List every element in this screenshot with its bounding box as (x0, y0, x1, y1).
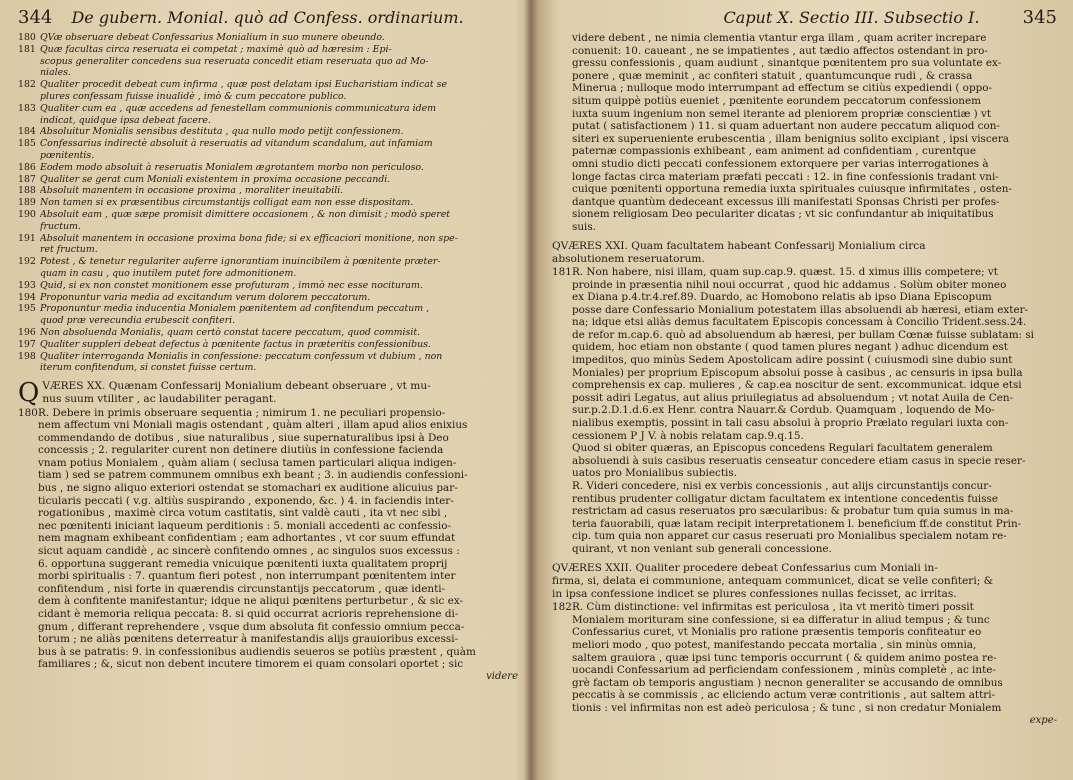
text-line (552, 442, 1057, 455)
index-entry (18, 185, 518, 197)
index-text: ret fructum. (40, 244, 98, 256)
text-line (18, 633, 518, 646)
line-text: grè factam ob temporis angustiam ) necnon generaliter se accusando de omnibus (572, 676, 1003, 689)
right-page (552, 6, 1057, 776)
line-text: cidant è memoria reliqua peccata: 8. si quid occurrat acrioris reprehensione di- (38, 608, 459, 621)
index-number: 185 (18, 138, 36, 150)
index-text: plures confessam fuisse inualidè , imò & cum peccatore publico. (40, 90, 347, 102)
right-page-header (552, 6, 1057, 32)
line-text: 6. opportuna suggerant remedia vnicuique pœnitenti iuxta qualitatem proprij (38, 557, 448, 570)
line-text: vnam potius Monialem , quàm aliam ( seclusa tamen particulari aliqua indigen- (38, 456, 457, 469)
line-text: quidem, hoc etiam non obstante ( quod tamen plures negant ) adhuc dicendum est (572, 341, 1008, 354)
text-line (552, 82, 1057, 95)
question-heading (552, 240, 1057, 266)
question-line: QVÆRES XXI. Quam facultatem habeant Confessarij Monialium circa (552, 239, 926, 252)
line-text: torum ; ne aliàs pœnitens deterreatur à manifestandis alijs grauioribus excessi- (38, 633, 459, 646)
text-line (18, 608, 518, 621)
text-line (552, 145, 1057, 158)
text-line (552, 304, 1057, 317)
index-entry (18, 221, 518, 233)
text-line (18, 595, 518, 608)
line-text: teria fauorabili, quæ latam recipit interpretationem l. beneficium ff.de constitut Prin- (572, 517, 1022, 530)
index-text: Confessarius indirectè absoluit à reseruatis ad vitandum scandalum, aut infamiam (40, 138, 433, 150)
paragraph-number: 180 (18, 406, 38, 419)
index-number: 191 (18, 232, 36, 244)
left-page-header (18, 6, 518, 32)
text-line (552, 530, 1057, 543)
index-entry (18, 197, 518, 209)
question-heading (552, 562, 1057, 602)
index-text: quam in casu , quo inutilem putet fore admonitionem. (40, 267, 297, 279)
text-line (18, 558, 518, 571)
text-line (552, 518, 1057, 531)
line-text: uatos pro Monialibus subiectis. (572, 467, 737, 480)
index-number: 184 (18, 126, 36, 138)
index-entry (18, 209, 518, 221)
line-text: familiares ; &, sicut non debent incutere timorem ei quam consolari oportet ; sic (38, 658, 464, 671)
text-line (552, 329, 1057, 342)
catchword: expe- (1029, 714, 1057, 726)
index-entry (18, 268, 518, 280)
line-text: saltem grauiora , quæ ipsi tunc temporis occurrunt ( & quidem animo postea re- (572, 651, 997, 664)
index-entry (18, 292, 518, 304)
index-text: Qualiter cum ea , quæ accedens ad fenestellam communionis communicatura idem (40, 102, 437, 114)
index-text: Quæ facultas circa reseruata ei competat ; maximè quò ad hæresim : Epi- (40, 43, 392, 55)
question-line: VÆRES XX. Quænam Confessarij Monialium debeant obseruare , vt mu- (42, 380, 431, 393)
line-text: peccatis à se commissis , ac eliciendo actum veræ contritionis , aut saltem attri- (572, 689, 996, 702)
text-line (18, 495, 518, 508)
line-text: tiam ) sed se patrem communem omnibus exh beant ; 3. in audiendis confessioni- (38, 469, 468, 482)
text-line (552, 266, 1057, 279)
line-text: Moniales) per proprium Episcopum absolui posse à casibus , ac censuris in ipsa bulla (572, 366, 1023, 379)
index-number (18, 115, 40, 127)
text-line (18, 520, 518, 533)
line-text: siteri ex superueniente erubescentia , illam benignius solito excipiant , ipsi viscera (572, 132, 1009, 145)
index-number: 180 (18, 32, 36, 43)
index-text: Qualiter se gerat cum Moniali existentem in proxima occasione peccandi. (40, 173, 391, 185)
index-text: Quid, si ex non constet monitionem esse profuturam , immò nec esse nocituram. (40, 279, 423, 291)
text-line (18, 432, 518, 445)
line-text: R. Debere in primis obseruare sequentia ; nimirum 1. ne peculiari propensio- (38, 406, 446, 419)
line-text: dantque quantùm dedeceant excessus illi manifestati Sponsas Christi per profes- (572, 195, 1000, 208)
index-text: niales. (40, 67, 71, 79)
text-line (552, 171, 1057, 184)
text-line (552, 404, 1057, 417)
line-text: Confessarius curet, vt Monialis pro ratione præsentis temporis confiteatur eo (572, 626, 982, 639)
text-line (552, 221, 1057, 234)
text-line (18, 457, 518, 470)
text-line (552, 183, 1057, 196)
text-line (552, 279, 1057, 292)
text-line (18, 482, 518, 495)
line-text: conuenit: 10. caueant , ne se impatientes , aut tædio affectos ostendant in pro- (572, 44, 988, 57)
index-text: iterum confitendum, si constet fuisse certum. (40, 362, 257, 374)
text-line (552, 120, 1057, 133)
line-text: Monialem morituram sine confessione, si ea differatur in aliud tempus ; & tunc (572, 613, 990, 626)
index-text: Absoluitur Monialis sensibus destituta , qua nullo modo petijt confessionem. (40, 126, 404, 138)
text-line (552, 379, 1057, 392)
text-line (552, 689, 1057, 702)
index-text: Qualiter interroganda Monialis in confessione: peccatum confessum vt dubium , non (40, 350, 443, 362)
index-number (18, 268, 40, 280)
index-number (18, 150, 40, 162)
index-number: 197 (18, 338, 36, 350)
index-text: QVæ obseruare debeat Confessarius Monialium in suo munere obeundo. (40, 32, 385, 43)
line-text: tionis : vel infirmitas non est adeò periculosa ; & tunc , si non credatur Monialem (572, 701, 1002, 714)
index-number: 182 (18, 79, 36, 91)
book-gutter (524, 0, 538, 780)
index-entry (18, 126, 518, 138)
index-number: 196 (18, 326, 36, 338)
line-text: cessionem P J V. à nobis relatam cap.9.q.15. (572, 429, 804, 442)
line-text: rentibus prudenter colligatur dictam facultatem ex intentione concedentis fuisse (572, 492, 999, 505)
index-number (18, 244, 40, 256)
index-number: 192 (18, 256, 36, 268)
index-entry (18, 79, 518, 91)
line-text: bus à se patratis: 9. in confessionibus audiendis seueros se potiùs præstent , quàm (38, 645, 476, 658)
line-text: omni studio dicti peccati confessionem extorquere per varias interrogationes à (572, 157, 989, 170)
index-text: Non absoluenda Monialis, quam certò constat tacere peccatum, quod commisit. (40, 326, 421, 338)
index-entry (18, 280, 518, 292)
line-text: longe factas circa materiam præfati peccati : 12. in fine confessionis tradant vni- (572, 170, 999, 183)
chapter-index (18, 32, 518, 374)
text-line (18, 532, 518, 545)
line-text: bus , ne signo aliquo exteriori ostendat se stomachari ex auditione alicuius par- (38, 482, 458, 495)
left-page (18, 6, 518, 776)
text-line (552, 158, 1057, 171)
index-entry (18, 174, 518, 186)
line-text: restrictam ad casus reseruatos pro sæcularibus: & probatur tum quia sumus in ma- (572, 505, 1014, 518)
line-text: confitendum , nisi forte in quærendis circunstantijs peccatorum , quæ identi- (38, 582, 446, 595)
line-text: comprehensis ex cap. mulieres , & cap.ea noscitur de sent. excommunicat. idque etsi (572, 379, 1022, 392)
index-number: 183 (18, 102, 36, 114)
line-text: suis. (572, 220, 596, 233)
text-line (552, 45, 1057, 58)
line-text: R. Non habere, nisi illam, quam sup.cap.9. quæst. 15. d ximus illis competere; vt (572, 265, 998, 278)
index-text: Absoluit manentem in occasione proxima bona fide; si ex efficaciori monitione, non spe- (40, 232, 458, 244)
line-text: uocandi Confessarium ad perficiendam confessionem , minùs completè , ac inte- (572, 664, 996, 677)
text-line (552, 543, 1057, 556)
index-text: quod præ verecundia erubescit confiteri. (40, 315, 236, 327)
running-title: De gubern. Monial. quò ad Confess. ordinarium. (71, 8, 464, 27)
line-text: R. Videri concedere, nisi ex verbis concessionis , aut alijs circunstantijs concur- (572, 480, 992, 492)
text-line (552, 702, 1057, 715)
index-text: fructum. (40, 220, 81, 232)
text-line (552, 614, 1057, 627)
question-heading (18, 378, 518, 409)
index-entry (18, 44, 518, 56)
text-line (552, 208, 1057, 221)
index-entry (18, 351, 518, 363)
text-line (552, 32, 1057, 45)
paragraph-number: 182 (552, 601, 572, 614)
line-text: ponere , quæ meminit , ac confiteri statuit , quantumcunque rudi , & crassa (572, 69, 973, 82)
index-entry (18, 362, 518, 374)
index-entry (18, 233, 518, 245)
line-text: sur.p.2.D.1.d.6.ex Henr. contra Nauarr.& Cordub. Quamquam , loquendo de Mo- (572, 404, 995, 417)
line-text: nem affectum vni Moniali magis ostendant , quàm alteri , illam apud alios enixius (38, 419, 468, 432)
index-text: Potest , & tenetur regulariter auferre ignorantiam inuincibilem à pœnitente præter- (40, 256, 441, 268)
text-line (18, 507, 518, 520)
text-line (552, 133, 1057, 146)
text-line (18, 469, 518, 482)
index-number: 194 (18, 291, 36, 303)
text-line (552, 505, 1057, 518)
index-number (18, 91, 40, 103)
index-number: 186 (18, 161, 36, 173)
drop-initial: Q (18, 378, 40, 409)
body-text (552, 266, 1057, 556)
text-line (552, 480, 1057, 493)
question-line: QVÆRES XXII. Qualiter procedere debeat Confessarius cum Moniali in- (552, 561, 938, 574)
text-line (552, 430, 1057, 443)
paragraph-number: 181 (552, 265, 572, 278)
text-line (552, 57, 1057, 70)
question-line: firma, si, delata ei communione, antequam communicet, dicat se velle confiteri; & (552, 574, 994, 587)
line-text: iuxta suum ingenium non semel iterante ad pleniorem propriæ conscientiæ ) vt (572, 107, 992, 120)
line-text: na; idque etsi aliàs demus facultatem Episcopis concessam à Concilio Trident.sess.24. (572, 316, 1027, 329)
text-line (552, 196, 1057, 209)
index-text: Absoluit eam , quæ sæpe promisit dimittere occasionem , & non dimisit ; modò speret (40, 208, 451, 220)
text-line (18, 658, 518, 671)
index-entry (18, 303, 518, 315)
text-line (552, 354, 1057, 367)
text-line (18, 444, 518, 457)
text-line (18, 419, 518, 432)
line-text: gnum , differant reprehendere , vsque dum absoluta fit confessio omnium pecca- (38, 620, 465, 633)
page-number: 344 (18, 7, 53, 28)
body-text (552, 601, 1057, 714)
index-entry (18, 91, 518, 103)
index-number: 198 (18, 350, 36, 362)
index-entry (18, 150, 518, 162)
line-text: paternæ compassionis exhibeant , eam animent ad confidentiam , curentque (572, 145, 977, 158)
index-text: Proponuntur media inducentia Monialem pœnitentem ad confitendum peccatum , (40, 303, 430, 315)
line-text: nec pœnitenti iniciant laqueum perditionis : 5. moniali accedenti ac confessio- (38, 519, 451, 532)
line-text: impeditos, quo minùs Sedem Apostolicam adire possint ( cuiusmodi sine dubio sunt (572, 354, 1013, 367)
text-line (552, 316, 1057, 329)
line-text: commendando de dotibus , siue naturalibus , siue supernaturalibus ipsi à Deo (38, 431, 449, 444)
text-line (18, 646, 518, 659)
line-text: sicut aquam candidè , ac sincerè confitendo omnes , ac singulos suos excessus : (38, 545, 460, 558)
index-number: 181 (18, 43, 36, 55)
index-entry (18, 138, 518, 150)
text-line (552, 664, 1057, 677)
text-line (18, 545, 518, 558)
index-text: Qualiter suppleri debeat defectus à pœnitente factus in præteritis confessionibus. (40, 338, 431, 350)
index-text: scopus generaliter concedens sua reseruata concedit etiam reseruata quo ad Mo- (40, 55, 429, 67)
index-text: Qualiter procedit debeat cum infirma , quæ post delatam ipsi Eucharistiam indicat se (40, 79, 447, 91)
line-text: posse dare Confessario Monialium potestatem illas absoluendi ab hæresi, etiam exter- (572, 303, 1029, 316)
index-text: pœnitentis. (40, 149, 95, 161)
index-entry (18, 103, 518, 115)
index-text: Proponuntur varia media ad excitandum verum dolorem peccatorum. (40, 291, 371, 303)
text-line (552, 601, 1057, 614)
line-text: putat ( satisfactionem ) 11. si quam aduertant non audere peccatum aliquod con- (572, 120, 1000, 133)
index-entry (18, 256, 518, 268)
text-line (18, 621, 518, 634)
line-text: meliori modo , quo potest, manifestando peccata mortalia , sin minùs omnia, (572, 638, 977, 651)
text-line (552, 367, 1057, 380)
text-line (552, 70, 1057, 83)
line-text: ticularis peccati ( v.g. altiùs suspirando , exponendo, &c. ) 4. in faciendis inter- (38, 494, 454, 507)
line-text: R. Cùm distinctione: vel infirmitas est periculosa , ita vt meritò timeri possit (572, 601, 974, 614)
index-text: Absoluit manentem in occasione proxima , moraliter ineuitabili. (40, 185, 344, 197)
index-number (18, 315, 40, 327)
line-text: situm quippè potiùs eueniet , pœnitente eorundem peccatorum confessionem (572, 94, 981, 107)
line-text: ex Diana p.4.tr.4.ref.89. Duardo, ac Homobono relatis ab ipso Diana Episcopum (572, 291, 992, 304)
line-text: dem à confitente manifestantur; idque ne aliqui pœnitens perturbetur , & sic ex- (38, 595, 464, 608)
text-line (552, 341, 1057, 354)
text-line (18, 407, 518, 420)
text-line (552, 291, 1057, 304)
index-entry (18, 115, 518, 127)
index-number (18, 221, 40, 233)
index-text: Eodem modo absoluit à reseruatis Monialem ægrotantem morbo non periculoso. (40, 161, 424, 173)
index-number (18, 67, 40, 79)
index-entry (18, 67, 518, 79)
line-text: possit adiri Legatus, aut alius priuilegiatus ad absoluendum ; vt notat Auila de Cen- (572, 391, 1014, 404)
line-text: proinde in præsentia nihil noui occurrat , quod hic addamus . Solùm obiter moneo (572, 278, 1007, 291)
index-number (18, 56, 40, 68)
text-line (552, 108, 1057, 121)
text-line (552, 455, 1057, 468)
index-number (18, 362, 40, 374)
line-text: videre debent , ne nimia clementia vtantur erga illam , quam acriter increpare (572, 32, 987, 44)
text-line (552, 417, 1057, 430)
text-line (552, 626, 1057, 639)
text-line (552, 677, 1057, 690)
text-line (552, 493, 1057, 506)
index-number: 190 (18, 208, 36, 220)
line-text: de refor m.cap.6. quò ad absoluendum ab hæresi, per bullam Cœnæ fuisse sublatam: si (572, 328, 1035, 341)
index-entry (18, 56, 518, 68)
line-text: rogationibus , maximè circa votum castitatis, sint valdè cauti , ita vt nec sibi , (38, 507, 448, 520)
index-number: 193 (18, 279, 36, 291)
line-text: gressu confessionis , quam audiunt , sinantque pœnitentem pro sua voluntate ex- (572, 57, 1002, 70)
line-text: cuique pœnitenti opportuna remedia iuxta spirituales cuiusque infirmitates , osten- (572, 183, 1012, 196)
index-text: indicat, quidque ipsa debeat facere. (40, 114, 211, 126)
body-text (18, 407, 518, 671)
question-line: in ipsa confessione indicet se plures confessiones nullas fecisset, ac irritas. (552, 587, 957, 600)
body-text (552, 32, 1057, 234)
line-text: cip. tum quia non apparet cur casus reseruati pro Monialibus specialem notam re- (572, 530, 1007, 543)
index-number: 189 (18, 197, 36, 209)
line-text: nialibus exemptis, possint in tali casu absolui à proprio Prælato regulari iuxta con- (572, 417, 1009, 430)
text-line (552, 95, 1057, 108)
line-text: Minerua ; nulloque modo interrumpant ad effectum se citiùs expediendi ( oppo- (572, 82, 993, 95)
index-text: Non tamen si ex præsentibus circumstantijs colligat eam non esse dispositam. (40, 197, 414, 209)
line-text: Quod si obiter quæras, an Episcopus concedens Regulari facultatem generalem (572, 442, 993, 455)
text-line (18, 570, 518, 583)
text-line (552, 639, 1057, 652)
index-number: 195 (18, 303, 36, 315)
text-line (552, 467, 1057, 480)
line-text: concessis ; 2. regulariter curent non detinere diutiùs in confessione facienda (38, 444, 444, 457)
text-line (18, 583, 518, 596)
index-entry (18, 327, 518, 339)
line-text: sionem religiosam Deo peculariter dicatas ; vt sic confundantur ab iniquitatibus (572, 208, 994, 221)
index-entry (18, 315, 518, 327)
index-number: 187 (18, 173, 36, 185)
line-text: morbi spiritualis : 7. quantum fieri potest , non interrumpant pœnitentem inter (38, 570, 456, 583)
index-number: 188 (18, 185, 36, 197)
index-entry (18, 32, 518, 44)
index-entry (18, 339, 518, 351)
running-title: Caput X. Sectio III. Subsectio I. (723, 8, 980, 27)
line-text: nem magnam exhibeant confidentiam ; eam adhortantes , vt cor suum effundat (38, 532, 456, 545)
index-entry (18, 244, 518, 256)
page-number: 345 (1022, 7, 1057, 28)
line-text: absoluendi à suis casibus reseruatis censeatur concedere etiam casus in specie reser- (572, 454, 1026, 467)
line-text: quirant, vt non veniant sub generali concessione. (572, 542, 832, 555)
catchword: videre (486, 670, 518, 682)
index-entry (18, 162, 518, 174)
question-line: nus suum vtiliter , ac laudabiliter peragant. (42, 393, 277, 406)
text-line (552, 392, 1057, 405)
text-line (552, 652, 1057, 665)
question-line: absolutionem reseruatorum. (552, 252, 705, 265)
